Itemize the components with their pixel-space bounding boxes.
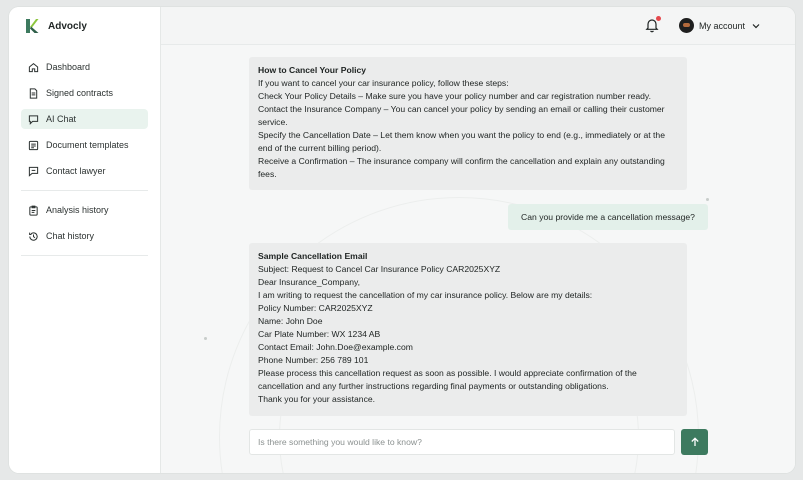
sidebar-item-analysis-history[interactable] bbox=[21, 200, 148, 220]
top-bar bbox=[161, 7, 795, 45]
history-icon bbox=[28, 231, 39, 242]
background-dot bbox=[706, 198, 709, 201]
app-window bbox=[9, 7, 795, 473]
sidebar-item-label: Analysis history bbox=[46, 205, 109, 215]
account-menu[interactable] bbox=[679, 16, 760, 35]
arrow-up-icon bbox=[690, 437, 700, 447]
chat-bubble-icon bbox=[28, 114, 39, 125]
assistant-message bbox=[249, 57, 687, 190]
brand-name: Advocly bbox=[48, 20, 87, 32]
file-text-icon bbox=[28, 140, 39, 151]
chat-input[interactable] bbox=[258, 430, 674, 454]
background-dot bbox=[204, 337, 207, 340]
message-line: Dear Insurance_Company, bbox=[258, 277, 361, 287]
sidebar-item-ai-chat[interactable] bbox=[21, 109, 148, 129]
home-icon bbox=[28, 62, 39, 73]
account-label: My account bbox=[699, 20, 746, 31]
sidebar-item-label: Contact lawyer bbox=[46, 166, 106, 176]
sidebar-item-label: AI Chat bbox=[46, 114, 77, 124]
sidebar-item-label: Document templates bbox=[46, 140, 129, 150]
message-square-icon bbox=[28, 166, 39, 177]
sidebar-item-label: Dashboard bbox=[46, 62, 91, 72]
sidebar-item-signed-contracts[interactable] bbox=[21, 83, 148, 103]
message-line: Receive a Confirmation – The insurance company will confirm the cancellation and explain any outstanding fees. bbox=[258, 156, 665, 179]
chat-composer bbox=[249, 429, 675, 455]
sidebar-item-label: Signed contracts bbox=[46, 88, 114, 98]
message-line: Policy Number: CAR2025XYZ bbox=[258, 303, 373, 313]
assistant-message bbox=[249, 243, 687, 416]
message-line: Please process this cancellation request as soon as possible. I would appreciate confirmation of the cancellation and any further instructions regarding final payments or outstanding obligations. bbox=[258, 368, 637, 391]
document-icon bbox=[28, 88, 39, 99]
user-message bbox=[508, 204, 708, 230]
notification-badge bbox=[656, 16, 661, 21]
user-message-text: Can you provide me a cancellation message? bbox=[521, 212, 695, 222]
message-line: I am writing to request the cancellation of my car insurance policy. Below are my details: bbox=[258, 290, 593, 300]
message-line: Car Plate Number: WX 1234 AB bbox=[258, 329, 381, 339]
chevron-down-icon bbox=[752, 23, 760, 29]
message-line: Subject: Request to Cancel Car Insurance Policy CAR2025XYZ bbox=[258, 264, 501, 274]
message-line: If you want to cancel your car insurance policy, follow these steps: bbox=[258, 78, 509, 88]
sidebar-item-chat-history[interactable] bbox=[21, 226, 148, 246]
avatar bbox=[679, 18, 694, 33]
chat-area bbox=[161, 7, 795, 473]
sidebar bbox=[9, 7, 161, 473]
message-line: Specify the Cancellation Date – Let them know when you want the policy to end (e.g., immediately or at the end of the current billing period). bbox=[258, 130, 665, 153]
send-button[interactable] bbox=[681, 429, 708, 455]
sidebar-item-dashboard[interactable] bbox=[21, 57, 148, 77]
brand[interactable] bbox=[25, 17, 87, 35]
message-line: Phone Number: 256 789 101 bbox=[258, 355, 369, 365]
message-line: Check Your Policy Details – Make sure you have your policy number and car registration number ready. bbox=[258, 91, 651, 101]
sidebar-item-label: Chat history bbox=[46, 231, 95, 241]
sidebar-item-contact-lawyer[interactable] bbox=[21, 161, 148, 181]
message-line: Thank you for your assistance. bbox=[258, 394, 376, 404]
message-line: Contact Email: John.Doe@example.com bbox=[258, 342, 413, 352]
message-line: Name: John Doe bbox=[258, 316, 323, 326]
advocly-logo-icon bbox=[25, 18, 39, 34]
sidebar-item-document-templates[interactable] bbox=[21, 135, 148, 155]
sidebar-divider bbox=[21, 255, 148, 256]
message-line: Contact the Insurance Company – You can cancel your policy by sending an email or calling their customer service. bbox=[258, 104, 665, 127]
clipboard-icon bbox=[28, 205, 39, 216]
message-title: How to Cancel Your Policy bbox=[258, 65, 367, 75]
message-title: Sample Cancellation Email bbox=[258, 251, 368, 261]
sidebar-divider bbox=[21, 190, 148, 191]
